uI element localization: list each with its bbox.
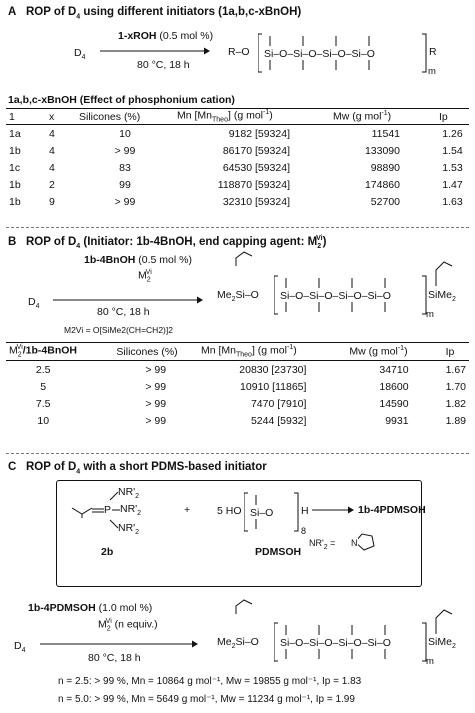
table-b-row	[6, 378, 469, 395]
th-ip-b: Ip	[445, 345, 455, 358]
end-group-left-b: $Me_2Si-O$	[217, 289, 259, 304]
result-line-1: n = 2.5: > 99 %, Mn = 10864 g mol⁻¹, Mw = 19855 g mol⁻¹, Ip = 1.83	[58, 676, 362, 687]
th-ip: Ip	[439, 110, 448, 123]
table-a-row	[6, 159, 469, 176]
cell-mn: 5244 [5932]	[250, 414, 307, 427]
label-2b: 2b	[101, 546, 114, 558]
repeat-unit-b: m	[426, 309, 434, 320]
cell-ip: 1.54	[442, 144, 463, 157]
vinyl-right-b	[432, 248, 456, 288]
cell-ip: 1.67	[445, 363, 466, 376]
cell-mw: 14590	[379, 397, 409, 410]
pdmsoh-coef-ho: 5 HO	[217, 505, 242, 517]
cell-ratio: 7.5	[35, 397, 51, 410]
cell-x: 4	[49, 127, 55, 140]
cell-mn: 32310 [59324]	[222, 195, 290, 208]
section-b-title: B ROP of $D_4$ (Initiator: 1b-4BnOH, end capping agent: $M_2^{Vi}$)	[8, 235, 327, 251]
plus-sign: +	[184, 504, 191, 516]
cell-mw: 18600	[379, 380, 409, 393]
table-b-row	[6, 412, 469, 429]
cell-mw: 9931	[385, 414, 409, 427]
end-group-left-c: $Me_2Si-O$	[217, 636, 259, 651]
synthesis-arrow	[312, 505, 354, 515]
cell-sil: 99	[119, 178, 131, 191]
th-mn-b: Mn $[Mn_{Theo}]$ (g mol$^{-1}$)	[200, 344, 297, 359]
th-mw-b: Mw (g mol$^{-1}$)	[349, 345, 408, 358]
cell-mw: 174860	[364, 178, 400, 191]
cell-sil: > 99	[114, 144, 136, 157]
capping-agent-b: $M_2^{Vi}$	[138, 269, 152, 284]
reactant-d4-a: $D_4$	[74, 47, 86, 62]
cell-ip: 1.63	[442, 195, 463, 208]
cell-cat: 1b	[9, 195, 21, 208]
cell-mw: 52700	[370, 195, 400, 208]
cell-x: 2	[49, 178, 55, 191]
reaction-arrow-b	[53, 295, 203, 305]
capping-agent-c: $M_2^{Vi}$ (n equiv.)	[98, 618, 158, 633]
section-c-title: C ROP of $D_4$ with a short PDMS-based initiator	[8, 461, 267, 476]
cell-sil: 83	[119, 161, 131, 174]
label-pdmsoh: PDMSOH	[255, 546, 302, 558]
reaction-arrow-a	[100, 46, 210, 56]
cell-ratio: 2.5	[35, 363, 51, 376]
pdmsoh-n: 8	[301, 526, 307, 536]
nr2-bottom: $NR'_2$	[118, 522, 140, 537]
cell-mn: 118870 [59324]	[217, 178, 290, 191]
reagent-b: 1b-4BnOH (0.5 mol %)	[84, 254, 192, 266]
nr2-mid: $NR'_2$	[120, 503, 142, 518]
cell-sil: > 99	[145, 414, 167, 427]
repeat-unit-c: m	[426, 656, 434, 667]
divider-2	[6, 453, 469, 454]
reagent-c: 1b-4PDMSOH (1.0 mol %)	[28, 602, 153, 614]
table-a-row	[6, 193, 469, 210]
ylide-isopropylidene	[68, 488, 108, 528]
svg-text:Si–O: Si–O	[250, 507, 274, 519]
cell-mn: 64530 [59324]	[222, 161, 290, 174]
phosphorus: P	[104, 504, 112, 516]
table-a-header	[6, 109, 469, 125]
table-b-row	[6, 395, 469, 412]
cell-ip: 1.70	[445, 380, 466, 393]
th-mw: Mw (g mol$^{-1}$)	[333, 110, 392, 123]
th-x: x	[49, 110, 55, 123]
reactant-d4-c: $D_4$	[14, 640, 26, 655]
cell-sil: 10	[119, 127, 131, 140]
cell-mn: 86170 [59324]	[222, 144, 290, 157]
nr2-top: $NR'_2$	[118, 486, 140, 501]
table-a-row	[6, 125, 469, 143]
cell-ip: 1.53	[442, 161, 463, 174]
cell-ip: 1.89	[445, 414, 466, 427]
cell-mw: 11541	[371, 127, 400, 140]
cell-mw: 98890	[370, 161, 400, 174]
table-a-caption: 1a,b,c-xBnOH (Effect of phosphonium cation)	[8, 94, 235, 106]
cell-ip: 1.26	[442, 127, 463, 140]
end-group-right-c: SiMe$_2$	[428, 636, 456, 651]
m2vi-definition: M2Vi = O[SiMe2(CH=CH2)]2	[64, 325, 173, 335]
reactant-d4-b: $D_4$	[28, 296, 40, 311]
cell-mn: 20830 [23730]	[239, 363, 307, 376]
th-catalyst: 1	[9, 110, 15, 123]
vinyl-left-c	[232, 596, 254, 616]
cell-sil: > 99	[145, 397, 167, 410]
cell-cat: 1b	[9, 144, 21, 157]
cell-x: 9	[49, 195, 55, 208]
cell-mw: 133090	[364, 144, 400, 157]
cell-mn: 10910 [11865]	[240, 380, 307, 393]
table-a-row	[6, 142, 469, 159]
reaction-arrow-c	[40, 639, 198, 649]
table-b	[6, 342, 469, 429]
cell-ratio: 10	[37, 414, 50, 427]
cell-x: 4	[49, 161, 55, 174]
th-silicones-b: Silicones (%)	[116, 345, 178, 358]
product-a-right-group: R	[429, 46, 437, 58]
cell-x: 4	[49, 144, 55, 157]
cell-mn: 9182 [59324]	[228, 127, 290, 140]
siloxane-chain-c	[274, 615, 444, 671]
table-a-row	[6, 176, 469, 193]
table-a	[6, 108, 469, 210]
divider-1	[6, 227, 469, 228]
th-mn: Mn $[Mn_{Theo}]$ (g mol$^{-1}$)	[177, 109, 273, 124]
product-1b-4pdmsoh: 1b-4PDMSOH	[358, 504, 426, 516]
th-silicones: Silicones (%)	[79, 110, 141, 123]
reagent-a: 1-xROH (0.5 mol %)	[118, 30, 214, 42]
result-line-2: n = 5.0: > 99 %, Mn = 5649 g mol⁻¹, Mw = 11234 g mol⁻¹, Ip = 1.99	[58, 694, 355, 705]
th-ratio: $M_2^{Vi}/1b-4BnOH$	[9, 344, 78, 359]
siloxane-chain-a	[258, 26, 438, 82]
cell-sil: > 99	[145, 363, 167, 376]
conditions-a: 80 °C, 18 h	[137, 59, 190, 71]
cell-sil: > 99	[145, 380, 167, 393]
pdmsoh-h: H	[301, 505, 309, 517]
section-a-title: A ROP of $D_4$ using different initiators (1a,b,c-xBnOH)	[8, 6, 302, 21]
cell-cat: 1c	[9, 161, 21, 174]
cell-ratio: 5	[40, 380, 47, 393]
cell-cat: 1a	[9, 127, 21, 140]
svg-text:Si–O–Si–O–Si–O–Si–O: Si–O–Si–O–Si–O–Si–O	[280, 637, 391, 649]
repeat-unit-a: m	[428, 66, 436, 77]
vinyl-left-b	[232, 248, 254, 268]
product-a-left-group: R–O	[228, 46, 250, 58]
vinyl-right-c	[432, 596, 456, 636]
svg-text:Si–O–Si–O–Si–O–Si–O: Si–O–Si–O–Si–O–Si–O	[264, 48, 375, 60]
conditions-c: 80 °C, 18 h	[88, 652, 141, 664]
table-b-header	[6, 343, 469, 361]
cell-ip: 1.47	[442, 178, 463, 191]
pyrrolidine-n: N	[351, 538, 358, 548]
siloxane-chain-b	[274, 268, 444, 324]
cell-mw: 34710	[379, 363, 409, 376]
cell-cat: 1b	[9, 178, 21, 191]
svg-text:Si–O–Si–O–Si–O–Si–O: Si–O–Si–O–Si–O–Si–O	[280, 290, 391, 302]
cell-sil: > 99	[114, 195, 136, 208]
nr2-definition: $NR'_2$ =	[309, 538, 336, 551]
end-group-right-b: SiMe$_2$	[428, 289, 456, 304]
conditions-b: 80 °C, 18 h	[97, 306, 150, 318]
table-b-row	[6, 361, 469, 379]
cell-ip: 1.82	[445, 397, 466, 410]
cell-mn: 7470 [7910]	[250, 397, 307, 410]
